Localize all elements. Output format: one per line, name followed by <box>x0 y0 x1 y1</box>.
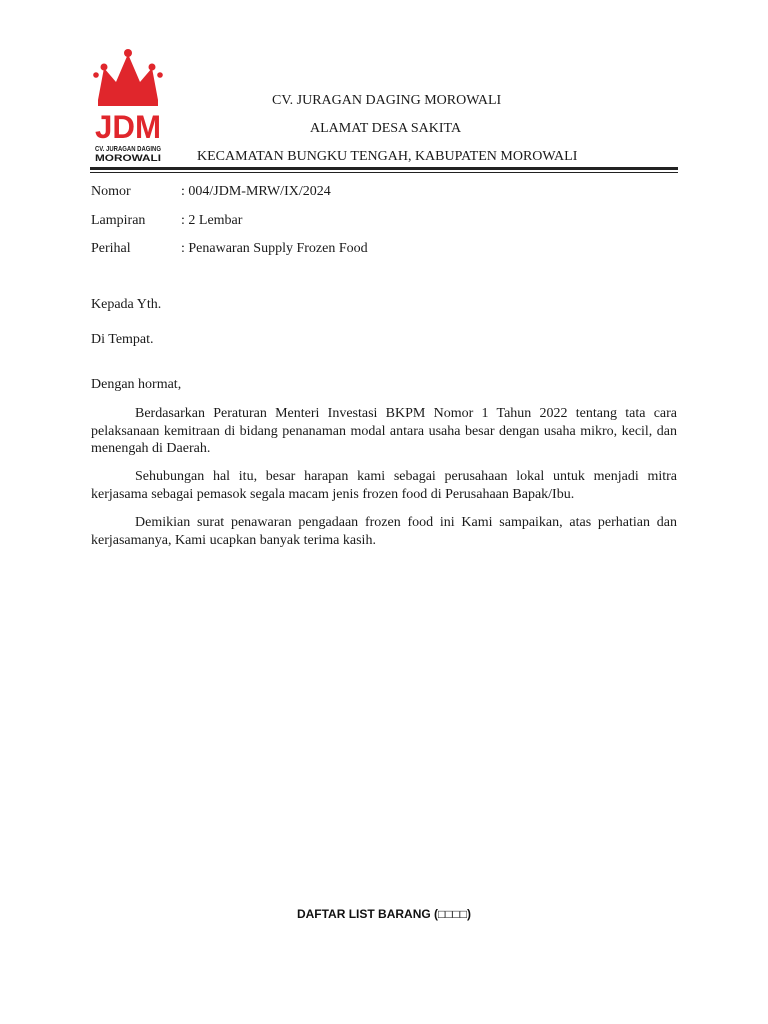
greeting: Dengan hormat, <box>91 377 182 392</box>
meta-label: Lampiran <box>91 213 146 228</box>
item-list-heading: DAFTAR LIST BARANG (□□□□) <box>296 907 472 921</box>
body-paragraph: Demikian surat penawaran pengadaan frozen food ini Kami sampaikan, atas perhatian dan kerjasamanya, Kami ucapkan banyak terima kasih. <box>91 515 677 548</box>
company-logo <box>92 48 164 164</box>
meta-value: : Penawaran Supply Frozen Food <box>181 241 368 256</box>
logo-text-line1: CV. JURAGAN DAGING <box>95 144 162 153</box>
company-address-2: KECAMATAN BUNGKU TENGAH, KABUPATEN MOROWALI <box>197 149 578 164</box>
meta-label: Nomor <box>91 184 131 199</box>
recipient-line-1: Kepada Yth. <box>91 297 162 312</box>
meta-value: : 2 Lembar <box>181 213 243 228</box>
company-name: CV. JURAGAN DAGING MOROWALI <box>272 93 502 108</box>
recipient-line-2: Di Tempat. <box>91 332 154 347</box>
crown-icon <box>93 49 163 106</box>
company-address-1: ALAMAT DESA SAKITA <box>310 121 462 136</box>
meta-row-lampiran <box>91 213 242 229</box>
meta-label: Perihal <box>91 241 131 256</box>
meta-row-perihal <box>91 241 368 257</box>
letterhead-divider-thick <box>90 167 678 170</box>
logo-text-line2: MOROWALI <box>95 153 161 163</box>
body-paragraph: Berdasarkan Peraturan Menteri Investasi BKPM Nomor 1 Tahun 2022 tentang tata cara pelaksanaan kemitraan di bidang penanaman modal antara usaha besar dengan usaha mikro, kecil, dan menengah di Daerah. <box>91 406 677 456</box>
meta-row-nomor <box>91 184 331 200</box>
body-paragraph: Sehubungan hal itu, besar harapan kami sebagai perusahaan lokal untuk menjadi mitra kerjasama sebagai pemasok segala macam jenis frozen food di Perusahaan Bapak/Ibu. <box>91 469 677 502</box>
meta-value: : 004/JDM-MRW/IX/2024 <box>181 184 331 199</box>
logo-monogram: JDM <box>95 109 161 145</box>
letterhead-divider-thin <box>90 172 678 173</box>
